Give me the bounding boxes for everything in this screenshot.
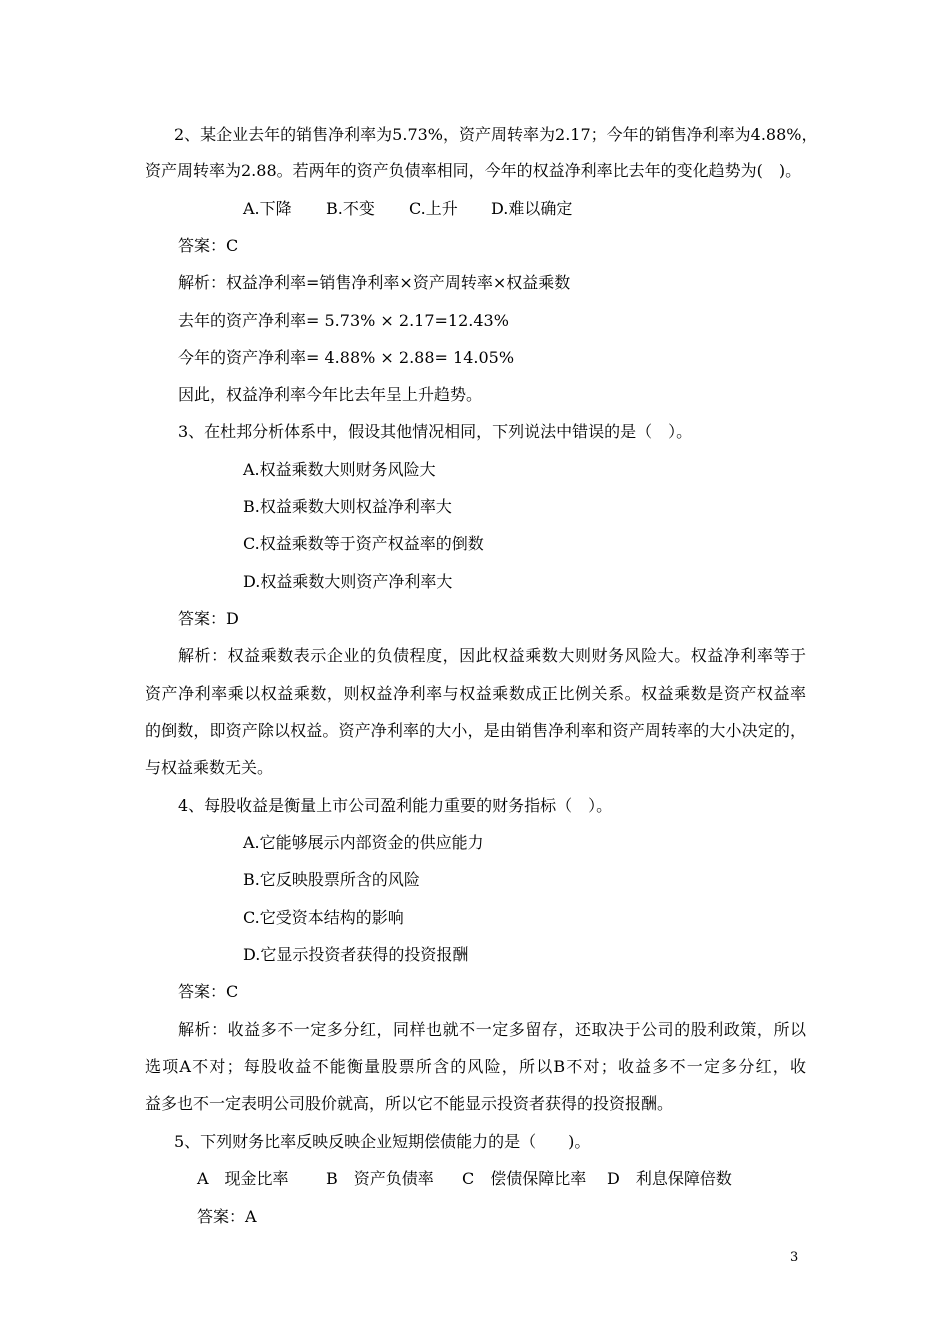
q2-option-a: A.下降 <box>243 199 292 218</box>
q4-stem: 4、每股收益是衡量上市公司盈利能力重要的财务指标（ ）。 <box>178 796 613 815</box>
q2-option-d: D.难以确定 <box>491 199 573 218</box>
q5-option-b: B 资产负债率 <box>326 1169 434 1188</box>
q2-analysis-line: 因此，权益净利率今年比去年呈上升趋势。 <box>178 385 483 404</box>
q2-analysis-line: 去年的资产净利率= 5.73% × 2.17=12.43% <box>178 311 509 330</box>
q3-answer: 答案：D <box>178 609 239 628</box>
q4-analysis-line: 选项A不对；每股收益不能衡量股票所含的风险，所以B不对；收益多不一定多分红，收 <box>145 1057 806 1076</box>
q5-answer: 答案：A <box>197 1207 257 1226</box>
q2-option-c: C.上升 <box>409 199 458 218</box>
q4-option-b: B.它反映股票所含的风险 <box>243 870 420 889</box>
q4-option-a: A.它能够展示内部资金的供应能力 <box>243 833 484 852</box>
q2-stem-line2: 资产周转率为2.88。若两年的资产负债率相同，今年的权益净利率比去年的变化趋势为( )。 <box>145 161 802 180</box>
q5-stem: 5、下列财务比率反映反映企业短期偿债能力的是（ )。 <box>174 1132 591 1151</box>
q2-analysis-line: 今年的资产净利率= 4.88% × 2.88= 14.05% <box>178 348 515 367</box>
q4-analysis-line: 益多也不一定表明公司股价就高，所以它不能显示投资者获得的投资报酬。 <box>145 1094 674 1113</box>
q4-option-c: C.它受资本结构的影响 <box>243 908 404 927</box>
q2-option-b: B.不变 <box>326 199 375 218</box>
q3-option-c: C.权益乘数等于资产权益率的倒数 <box>243 534 484 553</box>
page-number: 3 <box>790 1250 799 1265</box>
q4-option-d: D.它显示投资者获得的投资报酬 <box>243 945 469 964</box>
q3-option-d: D.权益乘数大则资产净利率大 <box>243 572 453 591</box>
q5-option-d: D 利息保障倍数 <box>607 1169 732 1188</box>
q3-option-b: B.权益乘数大则权益净利率大 <box>243 497 452 516</box>
q4-analysis-line: 解析：收益多不一定多分红，同样也就不一定多留存，还取决于公司的股利政策，所以 <box>178 1020 806 1039</box>
q4-answer: 答案：C <box>178 982 239 1001</box>
q5-option-a: A 现金比率 <box>197 1169 289 1188</box>
q3-stem: 3、在杜邦分析体系中，假设其他情况相同，下列说法中错误的是（ ）。 <box>178 422 693 441</box>
q2-analysis-line: 解析：权益净利率=销售净利率×资产周转率×权益乘数 <box>178 273 571 292</box>
q2-answer: 答案：C <box>178 236 239 255</box>
q2-stem-line1: 2、某企业去年的销售净利率为5.73%，资产周转率为2.17；今年的销售净利率为4.88%， <box>174 125 818 144</box>
q3-analysis-line: 资产净利率乘以权益乘数，则权益净利率与权益乘数成正比例关系。权益乘数是资产权益率 <box>145 684 806 703</box>
q3-analysis-line: 的倒数，即资产除以权益。资产净利率的大小，是由销售净利率和资产周转率的大小决定的， <box>145 721 806 740</box>
q3-option-a: A.权益乘数大则财务风险大 <box>243 460 436 479</box>
q3-analysis-line: 解析：权益乘数表示企业的负债程度，因此权益乘数大则财务风险大。权益净利率等于 <box>178 646 806 665</box>
q5-option-c: C 偿债保障比率 <box>462 1169 587 1188</box>
q3-analysis-line: 与权益乘数无关。 <box>145 758 274 777</box>
